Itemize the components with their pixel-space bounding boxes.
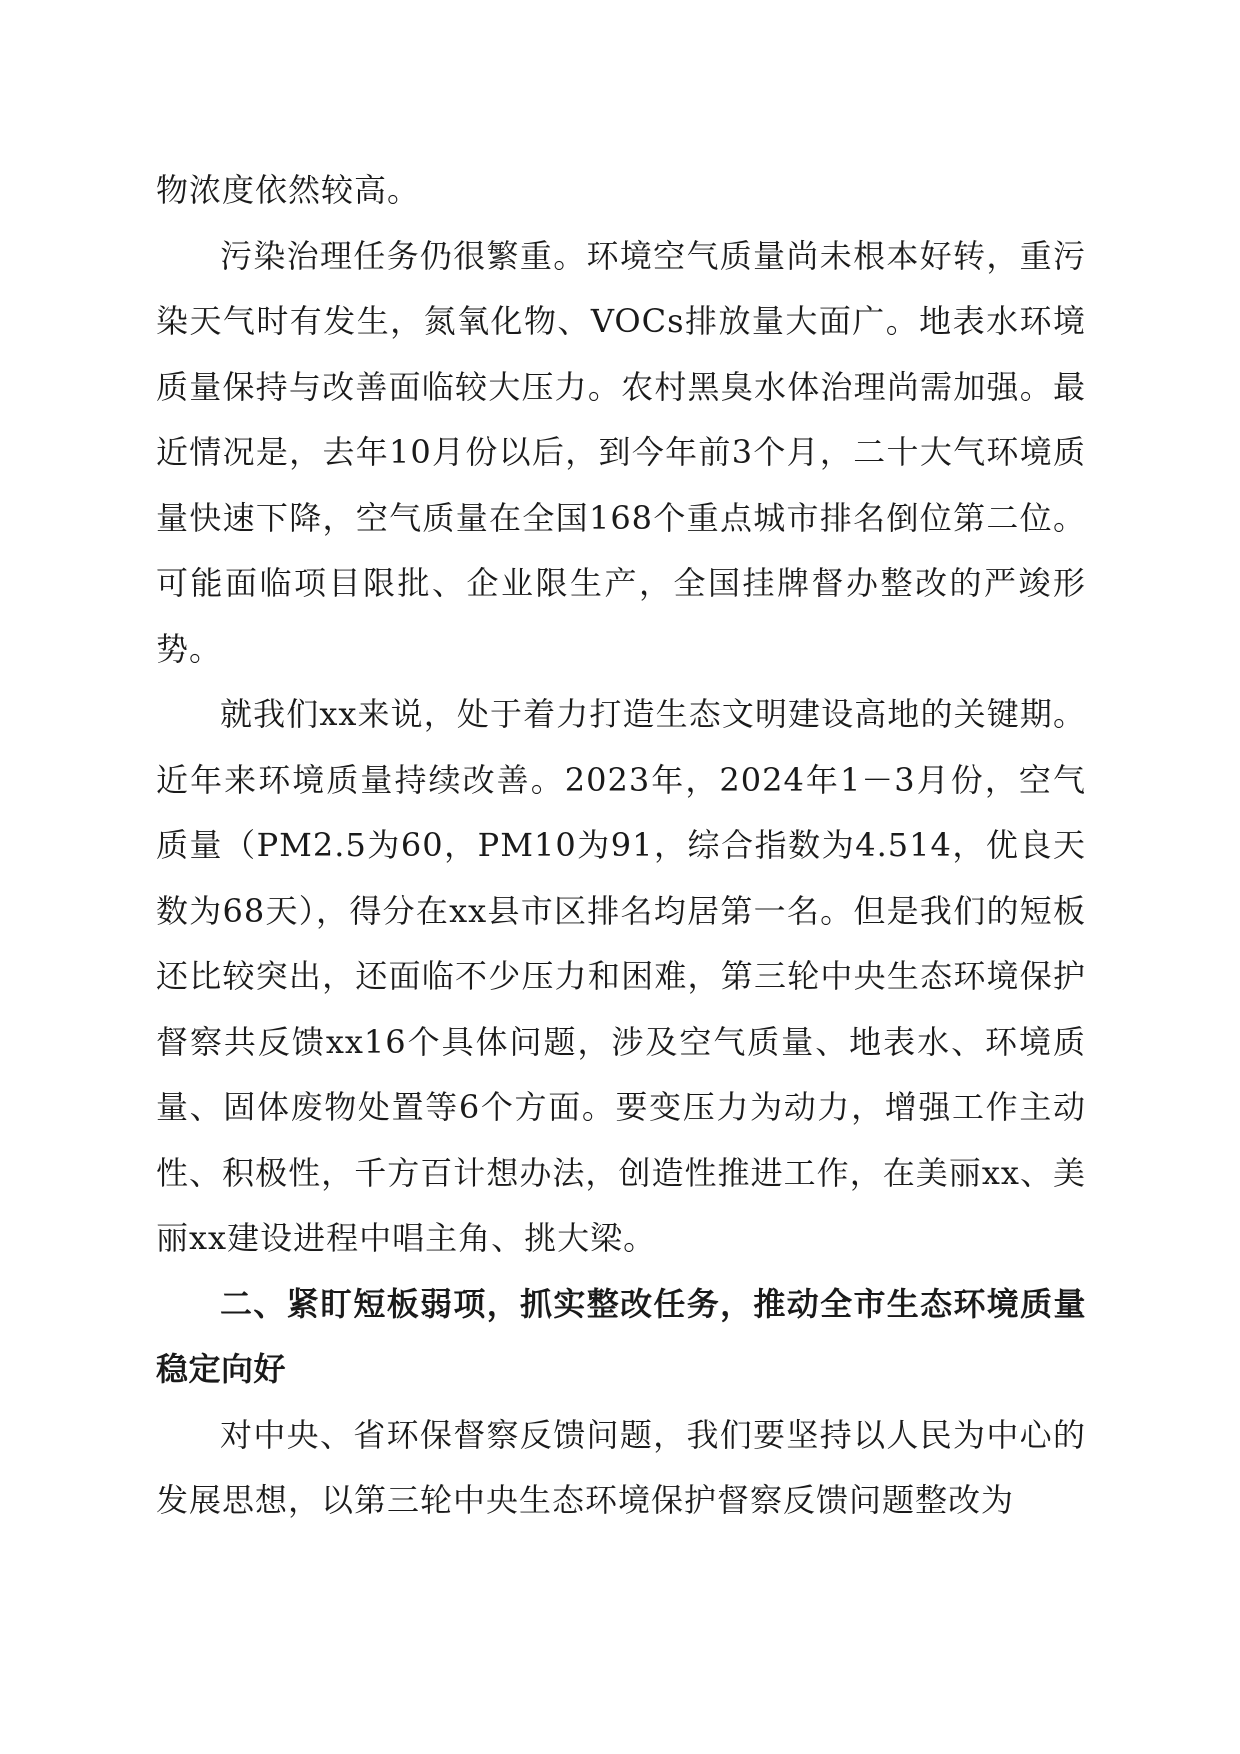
- paragraph-local-situation: 就我们xx来说，处于着力打造生态文明建设高地的关键期。近年来环境质量持续改善。2023年，2024年1－3月份，空气质量（PM2.5为60，PM10为91，综合指数为4.514，优良天数为68天），得分在xx县市区排名均居第一名。但是我们的短板还比较突出，还面临不少压力和困难，第三轮中央生态环境保护督察共反馈xx16个具体问题，涉及空气质量、地表水、环境质量、固体废物处置等6个方面。要变压力为动力，增强工作主动性、积极性，千方百计想办法，创造性推进工作，在美丽xx、美丽xx建设进程中唱主角、挑大梁。: [156, 695, 1086, 1257]
- paragraph-rectification: 对中央、省环保督察反馈问题，我们要坚持以人民为中心的发展思想，以第三轮中央生态环境保护督察反馈问题整改为: [156, 1415, 1086, 1519]
- section-heading-2: 二、紧盯短板弱项，抓实整改任务，推动全市生态环境质量稳定向好: [156, 1284, 1086, 1388]
- paragraph-continuation: 物浓度依然较高。: [156, 171, 421, 209]
- document-body: [156, 158, 1086, 1534]
- paragraph-pollution-control: 污染治理任务仍很繁重。环境空气质量尚未根本好转，重污染天气时有发生，氮氧化物、VOCs排放量大面广。地表水环境质量保持与改善面临较大压力。农村黑臭水体治理尚需加强。最近情况是，去年10月份以后，到今年前3个月，二十大气环境质量快速下降，空气质量在全国168个重点城市排名倒位第二位。可能面临项目限批、企业限生产，全国挂牌督办整改的严竣形势。: [156, 236, 1086, 668]
